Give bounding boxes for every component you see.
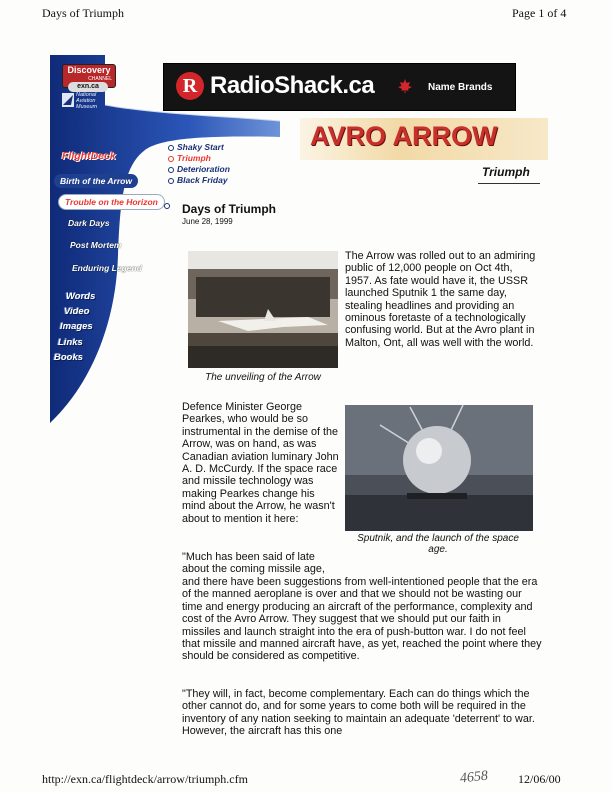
sputnik-photo xyxy=(345,405,533,531)
media-nav-words[interactable]: Words xyxy=(66,291,96,302)
subnav-item-triumph[interactable] xyxy=(168,153,211,163)
sidebar-item-trouble-on-the-horizon[interactable]: Trouble on the Horizon xyxy=(58,194,165,210)
radioshack-brand: RadioShack.ca xyxy=(210,72,375,99)
caption-unveiling: The unveiling of the Arrow xyxy=(205,372,321,383)
discovery-logo-text: Discovery xyxy=(67,65,111,75)
sidebar-item-dark-days[interactable]: Dark Days xyxy=(68,218,110,228)
print-header-title: Days of Triumph xyxy=(42,6,125,20)
subnav-label-shaky-start: Shaky Start xyxy=(177,142,224,152)
museum-emblem-icon xyxy=(62,93,74,107)
subnav-item-black-friday[interactable] xyxy=(168,175,228,185)
print-footer-url: http://exn.ca/flightdeck/arrow/triumph.cfm xyxy=(42,772,248,786)
museum-line-1: National xyxy=(76,92,97,98)
article-title: Days of Triumph xyxy=(182,202,277,216)
museum-logo-text xyxy=(76,92,97,110)
article-paragraph-1: The Arrow was rolled out to an admiring public of 12,000 people on Oct 4th, 1957. As fate would have it, the USSR launched Sputnik 1 the same day, stealing headlines and providing an ominous foretaste of a technologically confusing world. But at the Avro plant in Malton, Ont, all was well with the world. xyxy=(345,250,536,349)
bullet-icon xyxy=(168,156,174,162)
media-nav-images[interactable]: Images xyxy=(60,321,93,332)
caption-sputnik: Sputnik, and the launch of the space age. xyxy=(357,533,519,555)
quote-paragraph-2: "They will, in fact, become complementary. Each can do things which the other cannot do, and for some years to come both will be required in the inventory of any nation seeking to maintain an adequate 'deterrent' to war. However, the aircraft has this one xyxy=(182,688,535,738)
arrow-unveiling-photo xyxy=(188,251,338,368)
media-nav-books[interactable]: Books xyxy=(54,352,84,363)
subnav-label-triumph: Triumph xyxy=(177,153,211,163)
bullet-icon xyxy=(168,178,174,184)
flightdeck-logo[interactable] xyxy=(62,146,152,160)
radioshack-ad-banner[interactable] xyxy=(163,63,516,111)
quote-paragraph-1: and there have been suggestions from well-intentioned people that the era of the manned aeroplane is over and that we should not be wasting our time and energy producing an aircraft of the performance, complexity and cost of the Avro Arrow. They suggest that we should put our faith in missiles and launch straight into the era of push-button war. I do not feel that missile and manned aircraft have, as yet, reached the point where they should be considered as competitive. xyxy=(182,576,542,663)
section-underline xyxy=(478,183,540,184)
subnav-label-black-friday: Black Friday xyxy=(177,175,228,185)
flightdeck-logo-text: FlightDeck xyxy=(62,150,116,162)
active-section-marker-icon xyxy=(164,203,170,209)
sidebar-item-post-mortem[interactable]: Post Mortem xyxy=(70,240,122,250)
quote-opening: "Much has been said of late about the coming missile age, xyxy=(182,551,325,576)
avro-arrow-title: AVRO ARROW xyxy=(310,121,498,151)
media-nav-video[interactable]: Video xyxy=(64,306,90,317)
subnav-item-deterioration[interactable] xyxy=(168,164,230,174)
museum-line-2: Aviation xyxy=(76,98,96,104)
museum-line-3: Museum xyxy=(76,104,98,110)
radioshack-tagline: Name Brands xyxy=(428,82,493,93)
subnav-item-shaky-start[interactable] xyxy=(168,142,224,152)
section-title: Triumph xyxy=(482,165,530,179)
bullet-icon xyxy=(168,145,174,151)
media-nav-links[interactable]: Links xyxy=(58,337,83,348)
maple-leaf-icon xyxy=(398,79,412,98)
article-date: June 28, 1999 xyxy=(182,217,233,226)
exn-logo[interactable]: exn.ca xyxy=(68,82,108,92)
print-footer-date: 12/06/00 xyxy=(518,772,561,786)
article-paragraph-2: Defence Minister George Pearkes, who would be so instrumental in the demise of the Arrow, was on hand, as was Canadian aviation luminary John A. D. McCurdy. If the space race and missile technology was making Pearkes change his mind about the Arrow, he wasn't about to mention it here: xyxy=(182,401,339,525)
avro-arrow-banner xyxy=(300,118,548,160)
discovery-channel-text: CHANNEL xyxy=(88,76,112,82)
print-header-page: Page 1 of 4 xyxy=(512,6,567,20)
sidebar-item-enduring-legend[interactable]: Enduring Legend xyxy=(72,263,142,273)
radioshack-r-icon: R xyxy=(176,72,204,100)
bullet-icon xyxy=(168,167,174,173)
sidebar-item-birth-of-the-arrow[interactable]: Birth of the Arrow xyxy=(54,174,138,188)
handwritten-note: 4658 xyxy=(459,768,489,787)
subnav-label-deterioration: Deterioration xyxy=(177,164,230,174)
